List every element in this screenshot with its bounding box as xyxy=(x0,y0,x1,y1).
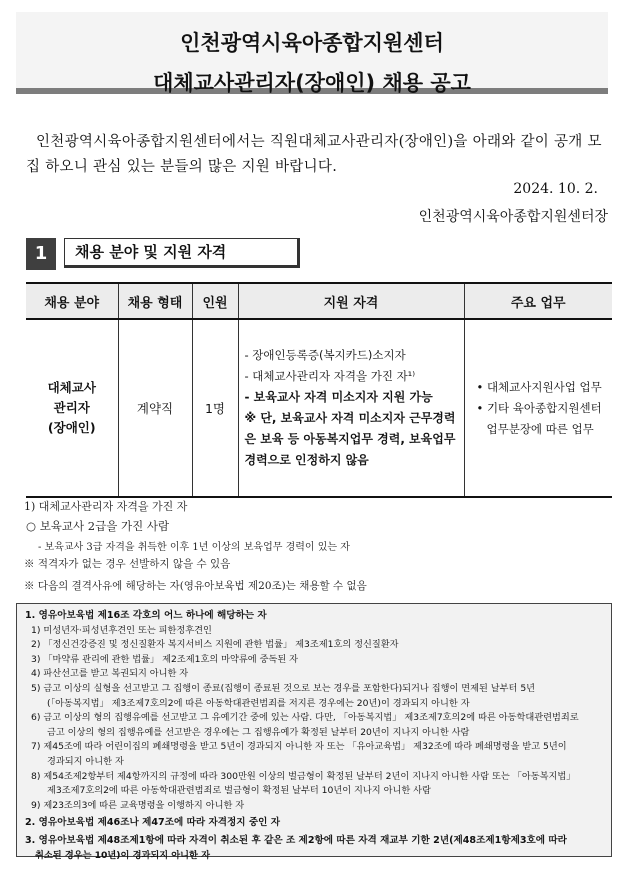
disqualification-heading: 1. 영유아보육법 제16조 각호의 어느 하나에 해당하는 자 xyxy=(25,610,267,621)
table-row xyxy=(26,319,612,497)
disqualification-heading: 3. 영유아보육법 제48조제1항에 따라 자격이 취소된 후 같은 조 제2항에 따른 자격 재교부 기한 2년(제48조제1항제3호에 따라 xyxy=(25,834,567,846)
qualification-note-bold: ※ 단, 보육교사 자격 미소지자 근무경력은 보육 등 아동복지업무 경력, 보육업무 경력으로 인정하지 않음 xyxy=(244,411,456,467)
list-item: 5) 금고 이상의 실형을 선고받고 그 집행이 종료(집행이 종료된 것으로 보는 경우를 포함한다)되거나 집행이 면제된 날부터 5년 xyxy=(31,682,536,694)
section-number: 1 xyxy=(26,238,56,270)
header-qualifications: 지원 자격 xyxy=(238,283,464,319)
title-line-1: 인천광역시육아종합지원센터 xyxy=(180,31,444,55)
header-field: 채용 분야 xyxy=(26,283,118,319)
list-item-continued: 제3조제7호의2에 따른 아동학대관련범죄로 벌금형이 확정된 날부터 10년이 지나지 아니한 사람 xyxy=(47,785,431,797)
list-item-continued: (「아동복지법」 제3조제7호의2에 따른 아동학대관련범죄를 저지른 경우에는 20년)이 경과되지 아니한 자 xyxy=(47,697,470,709)
field-line: 관리자 xyxy=(53,400,90,415)
disqualification-heading: 2. 영유아보육법 제46조나 제47조에 따라 자격정지 중인 자 xyxy=(25,817,281,829)
table-header-row xyxy=(26,283,612,319)
header-type: 채용 형태 xyxy=(118,283,192,319)
header-count: 인원 xyxy=(192,283,238,319)
section-title: 채용 분야 및 지원 자격 xyxy=(64,238,300,268)
list-item-continued: 금고 이상의 형의 집행유예를 선고받은 경우에는 그 집행유예가 확정된 날부터 20년이 지나지 아니한 사람 xyxy=(47,726,470,738)
title-banner xyxy=(16,12,608,94)
disqualification-box xyxy=(16,603,612,861)
field-line: (장애인) xyxy=(47,420,96,435)
note-subitem: - 보육교사 3급 자격을 취득한 이후 1년 이상의 보육업무 경력이 있는 자 xyxy=(38,542,350,553)
duty-item: • 대체교사지원사업 업무 xyxy=(476,379,602,394)
recruitment-table xyxy=(26,282,612,498)
qualification-item-bold: - 보육교사 자격 미소지자 지원 가능 xyxy=(244,390,433,404)
qualification-item: - 장애인등록증(복지카드)소지자 xyxy=(244,348,406,362)
list-item: 3) 「마약류 관리에 관한 법률」 제2조제1호의 마약류에 중독된 자 xyxy=(31,653,298,665)
list-item: 2) 「정신건강증진 및 정신질환자 복지서비스 지원에 관한 법률」 제3조제1호의 정신질환자 xyxy=(31,639,399,651)
intro-paragraph: 인천광역시육아종합지원센터에서는 직원대체교사관리자(장애인)을 아래와 같이 공개 모집 하오니 관심 있는 분들의 많은 지원 바랍니다. xyxy=(26,134,602,175)
list-item: 7) 제45조에 따라 어린이집의 폐쇄명령을 받고 5년이 경과되지 아니한 자 또는 「유아교육법」 제32조에 따라 폐쇄명령을 받고 5년이 xyxy=(31,741,567,753)
list-item: 4) 파산선고를 받고 복권되지 아니한 자 xyxy=(31,668,189,680)
duty-item: • 기타 육아종합지원센터 업무분장에 따른 업무 xyxy=(476,400,602,436)
note-item: ○ 보육교사 2급을 가진 사람 xyxy=(26,519,170,533)
list-item-continued: 경과되지 아니한 자 xyxy=(47,755,124,767)
list-item: 8) 제54조제2항부터 제4항까지의 규정에 따라 300만원 이상의 벌금형이 확정된 날부터 2년이 지나지 아니한 사람 또는 「아동복지법」 xyxy=(31,770,576,782)
header-duties: 주요 업무 xyxy=(464,283,612,319)
note-remark: ※ 다음의 결격사유에 해당하는 자(영유아보육법 제20조)는 채용할 수 없음 xyxy=(24,580,367,592)
list-item: 9) 제23조의3에 따른 교육명령을 이행하지 아니한 자 xyxy=(31,799,245,811)
note-remark: ※ 적격자가 없는 경우 선발하지 않을 수 있음 xyxy=(24,558,231,570)
qualification-item: - 대체교사관리자 자격을 가진 자¹⁾ xyxy=(244,369,416,383)
organization-signature: 인천광역시육아종합지원센터장 xyxy=(418,209,608,225)
disqualification-heading-continued: 취소된 경우는 10년)이 경과되지 아니한 자 xyxy=(35,849,210,861)
announcement-date: 2024. 10. 2. xyxy=(513,181,598,197)
cell-qualifications xyxy=(238,319,464,497)
cell-count: 1명 xyxy=(192,319,238,497)
title-line-2: 대체교사관리자(장애인) 채용 공고 xyxy=(153,71,471,95)
list-item: 1) 미성년자·피성년후견인 또는 피한정후견인 xyxy=(31,624,212,636)
cell-type: 계약직 xyxy=(118,319,192,497)
list-item: 6) 금고 이상의 형의 집행유예를 선고받고 그 유예기간 중에 있는 사람. 다만, 「아동복지법」 제3조제7호의2에 따른 아동학대관련범죄로 xyxy=(31,712,579,724)
field-line: 대체교사 xyxy=(47,380,96,395)
cell-field xyxy=(26,319,118,497)
note-footnote: 1) 대체교사관리자 자격을 가진 자 xyxy=(24,500,188,513)
cell-duties xyxy=(464,319,612,497)
